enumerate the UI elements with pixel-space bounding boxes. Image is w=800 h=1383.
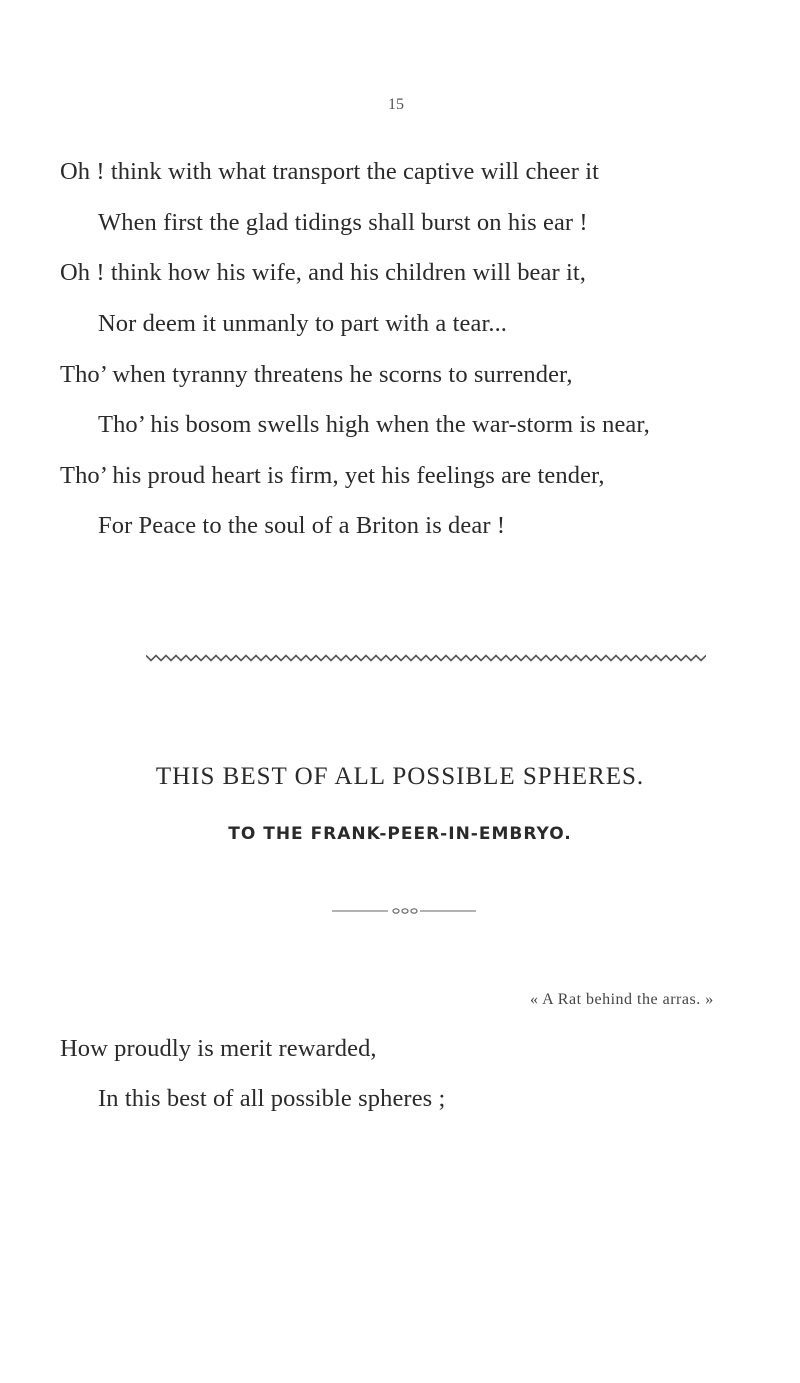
ornament-divider [326,906,486,916]
epigraph: « A Rat behind the arras. » [530,991,714,1008]
poem-title: THIS BEST OF ALL POSSIBLE SPHERES. [155,763,645,790]
poem-verse-line: Tho’ when tyranny threatens he scorns to surrender, [60,361,573,388]
page-number: 15 [388,96,404,113]
poem-verse-line: In this best of all possible spheres ; [98,1085,446,1112]
poem-verse-line: Nor deem it unmanly to part with a tear... [98,310,508,337]
poem-verse-line: Tho’ his proud heart is firm, yet his feelings are tender, [60,462,605,489]
poem-verse-line: For Peace to the soul of a Briton is dear ! [98,512,506,539]
poem-verse-line: Oh ! think how his wife, and his children will bear it, [60,259,587,286]
poem-verse-line: When first the glad tidings shall burst on his ear ! [98,209,588,236]
poem-verse-line: Oh ! think with what transport the captive will cheer it [60,158,600,185]
zigzag-divider-rule [146,654,706,662]
poem-verse-line: Tho’ his bosom swells high when the war-storm is near, [98,411,650,438]
poem-dedication: TO THE FRANK-PEER-IN-EMBRYO. [228,824,572,844]
poem-verse-line: How proudly is merit rewarded, [60,1035,377,1062]
